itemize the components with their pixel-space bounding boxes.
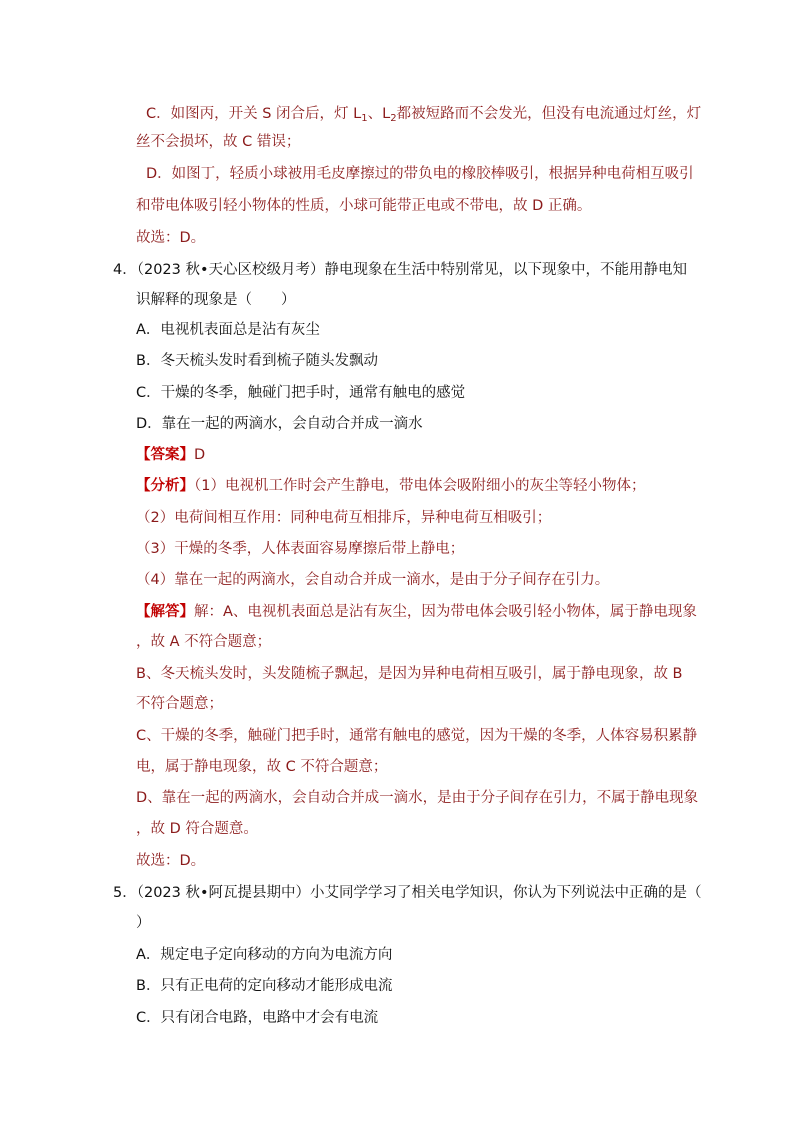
q4-solution-line-5: C、干燥的冬季，触碰门把手时，通常有触电的感觉，因为干燥的冬季，人体容易积累静 — [136, 728, 698, 744]
q4-answer-line — [136, 445, 205, 465]
solution-tag: 【解答】 — [136, 604, 194, 620]
q5-stem-line-2: ） — [136, 915, 151, 931]
q4-solution-line-1 — [136, 602, 697, 622]
q4-solution-line-8: ，故 D 符合题意。 — [136, 821, 258, 837]
q3-c-text-a: C．如图丙，开关 S 闭合后，灯 L — [146, 106, 362, 122]
q3-option-c-line-1 — [146, 104, 701, 124]
q3-select-answer: 故选：D。 — [136, 230, 206, 246]
answer-value: D — [194, 447, 206, 463]
q3-c-text-c: 都被短路而不会发光，但没有电流通过灯丝，灯 — [396, 106, 702, 122]
answer-tag: 【答案】 — [136, 447, 194, 463]
solution-text-1: 解：A、电视机表面总是沾有灰尘，因为带电体会吸引轻小物体，属于静电现象 — [194, 604, 697, 620]
q4-analysis-line-1 — [136, 476, 645, 496]
q4-solution-line-2: ，故 A 不符合题意； — [136, 634, 272, 650]
q4-option-c: C．干燥的冬季，触碰门把手时，通常有触电的感觉 — [136, 385, 466, 401]
analysis-tag: 【分析】 — [136, 478, 194, 494]
q4-solution-line-4: 不符合题意； — [136, 696, 223, 712]
q5-option-b: B．只有正电荷的定向移动才能形成电流 — [136, 978, 393, 994]
q4-analysis-line-4: （4）靠在一起的两滴水，会自动合并成一滴水，是由于分子间存在引力。 — [136, 572, 610, 588]
q4-solution-line-6: 电，属于静电现象，故 C 不符合题意； — [136, 759, 388, 775]
q3-c-text-b: 、L — [367, 106, 391, 122]
q4-analysis-line-2: （2）电荷间相互作用：同种电荷互相排斥，异种电荷互相吸引； — [136, 510, 552, 526]
subscript-2: 2 — [390, 113, 397, 124]
q3-option-d-line-2: 和带电体吸引轻小物体的性质，小球可能带正电或不带电，故 D 正确。 — [136, 198, 592, 214]
q4-stem-line-2: 识解释的现象是（ ） — [136, 292, 296, 308]
q4-analysis-line-3: （3）干燥的冬季，人体表面容易摩擦后带上静电； — [136, 541, 465, 557]
q4-solution-line-3: B、冬天梳头发时，头发随梳子飘起，是因为异种电荷相互吸引，属于静电现象，故 B — [136, 666, 683, 682]
analysis-text-1: （1）电视机工作时会产生静电，带电体会吸附细小的灰尘等轻小物体； — [194, 478, 646, 494]
q4-option-a: A．电视机表面总是沾有灰尘 — [136, 322, 320, 338]
q3-option-d-line-1: D．如图丁，轻质小球被用毛皮摩擦过的带负电的橡胶棒吸引，根据异种电荷相互吸引 — [146, 166, 694, 182]
q4-select-answer: 故选：D。 — [136, 853, 206, 869]
subscript-1: 1 — [361, 113, 368, 124]
q4-option-b: B．冬天梳头发时看到梳子随头发飘动 — [136, 353, 378, 369]
q5-stem-line-1: 5．（2023 秋•阿瓦提县期中）小艾同学学习了相关电学知识，你认为下列说法中正确的是（ — [113, 885, 702, 901]
q3-option-c-line-2: 丝不会损坏，故 C 错误； — [136, 134, 301, 150]
q4-solution-line-7: D、靠在一起的两滴水，会自动合并成一滴水，是由于分子间存在引力，不属于静电现象 — [136, 790, 699, 806]
q5-option-a: A．规定电子定向移动的方向为电流方向 — [136, 947, 393, 963]
q4-stem-line-1: 4．（2023 秋•天心区校级月考）静电现象在生活中特别常见，以下现象中，不能用静电知 — [113, 262, 688, 278]
q4-option-d: D．靠在一起的两滴水，会自动合并成一滴水 — [136, 416, 423, 432]
q5-option-c: C．只有闭合电路，电路中才会有电流 — [136, 1010, 379, 1026]
